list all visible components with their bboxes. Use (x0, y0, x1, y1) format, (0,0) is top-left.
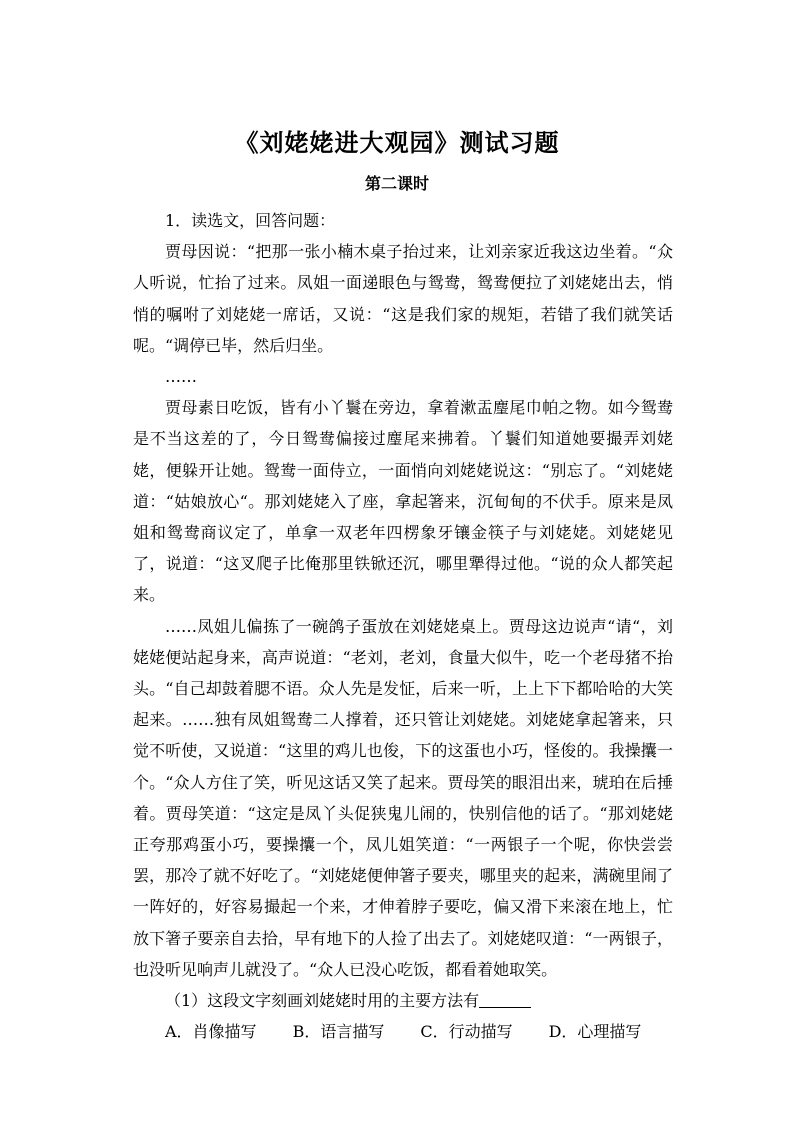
answer-blank[interactable] (479, 991, 531, 1008)
ellipsis-line: …… (165, 367, 197, 387)
document-subtitle: 第二课时 (364, 174, 429, 193)
answer-options (133, 1016, 673, 1047)
document-body (133, 205, 673, 1047)
sub-question-text: （1）这段文字刻画刘姥姥时用的主要方法有 (165, 991, 480, 1011)
passage-paragraph: 贾母因说：“把那一张小楠木桌子抬过来，让刘亲家近我这边坐着。“众人听说，忙抬了过来。凤姐一面递眼色与鸳鸯，鸳鸯便拉了刘姥姥出去，悄悄的嘱咐了刘姥姥一席话，又说：“这是我们家的规矩，若错了我们就笑话呢。“调停已毕，然后归坐。 (133, 242, 673, 355)
passage-paragraph: 贾母素日吃饭，皆有小丫鬟在旁边，拿着漱盂麈尾巾帕之物。如今鸳鸯是不当这差的了，今日鸳鸯偏接过麈尾来拂着。丫鬟们知道她要撮弄刘姥姥，便躲开让她。鸳鸯一面侍立，一面悄向刘姥姥说这：“别忘了。“刘姥姥道：“姑娘放心“。那刘姥姥入了座，拿起箸来，沉甸甸的不伏手。原来是凤姐和鸳鸯商议定了，单拿一双老年四楞象牙镶金筷子与刘姥姥。刘姥姥见了，说道：“这叉爬子比俺那里铁锨还沉，哪里犟得过他。“说的众人都笑起来。 (133, 398, 673, 605)
option-d[interactable]: D．心理描写 (548, 1022, 642, 1042)
option-b[interactable]: B．语言描写 (292, 1022, 385, 1042)
document-title: 《刘姥姥进大观园》测试习题 (234, 128, 560, 157)
passage-paragraph: ……凤姐儿偏拣了一碗鸽子蛋放在刘姥姥桌上。贾母这边说声“请“，刘姥姥便站起身来，高声说道：“老刘，老刘，食量大似牛，吃一个老母猪不抬头。“自己却鼓着腮不语。众人先是发怔，后来一听，上上下下都哈哈的大笑起来。……独有凤姐鸳鸯二人撑着，还只管让刘姥姥。刘姥姥拿起箸来，只觉不听使，又说道：“这里的鸡儿也俊，下的这蛋也小巧，怪俊的。我操攮一个。“众人方住了笑，听见这话又笑了起来。贾母笑的眼泪出来，琥珀在后捶着。贾母笑道：“这定是凤丫头促狭鬼儿闹的，快别信他的话了。“那刘姥姥正夸那鸡蛋小巧，要操攮一个，凤儿姐笑道：“一两银子一个呢，你快尝尝罢，那冷了就不好吃了。“刘姥姥便伸箸子要夹，哪里夹的起来，满碗里闹了一阵好的，好容易撮起一个来，才伸着脖子要吃，偏又滑下来滚在地上，忙放下箸子要亲自去拾，早有地下的人捡了出去了。刘姥姥叹道：“一两银子，也没听见响声儿就没了。“众人已没心吃饭，都看着她取笑。 (133, 616, 673, 979)
option-c[interactable]: C．行动描写 (420, 1022, 513, 1042)
sub-question (133, 985, 673, 1016)
option-a[interactable]: A．肖像描写 (165, 1022, 257, 1042)
question-intro: 1．读选文，回答问题： (165, 211, 336, 230)
